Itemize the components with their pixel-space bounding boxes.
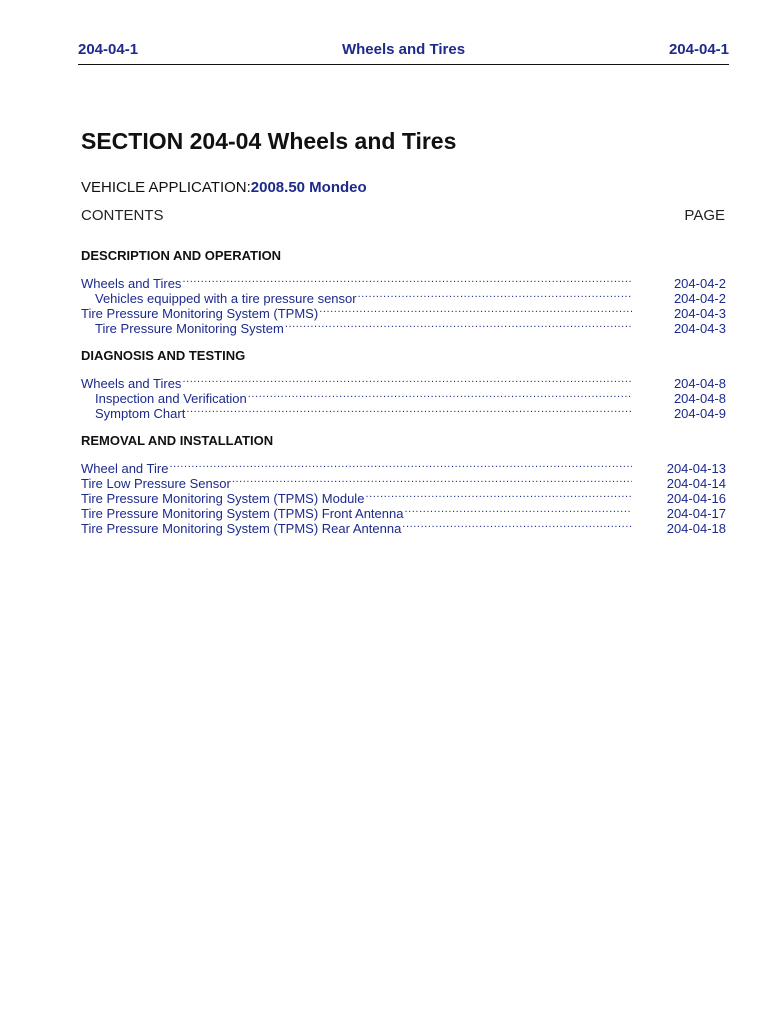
toc-entry-page: 204-04-2: [673, 276, 726, 291]
toc-entry[interactable]: [81, 403, 726, 421]
toc-entry-text: Inspection and Verification: [95, 391, 247, 406]
toc-entry[interactable]: [81, 488, 726, 506]
header-left-code: 204-04-1: [78, 41, 139, 58]
toc-entry[interactable]: [81, 318, 726, 336]
group-title-removal-installation: REMOVAL AND INSTALLATION: [81, 433, 274, 448]
toc-leader-dots: [285, 318, 632, 333]
toc-entry-page: 204-04-9: [673, 406, 726, 421]
header-title: Wheels and Tires: [341, 41, 466, 58]
toc-entry-page: 204-04-8: [673, 391, 726, 406]
toc-entry-text: Tire Pressure Monitoring System (TPMS): [81, 306, 319, 321]
toc-leader-dots: [365, 488, 632, 503]
page-header: [78, 41, 729, 65]
toc-entry-text: Tire Pressure Monitoring System (TPMS) Module: [81, 491, 365, 506]
vehicle-model: 2008.50 Mondeo: [250, 179, 367, 196]
toc-entry-text: Wheels and Tires: [81, 276, 182, 291]
toc-entry[interactable]: [81, 303, 726, 321]
toc-entry-text: Wheel and Tire: [81, 461, 169, 476]
vehicle-application: [81, 179, 367, 196]
vehicle-application-label: VEHICLE APPLICATION:: [81, 179, 251, 196]
toc-entry-page: 204-04-14: [666, 476, 726, 491]
toc-entry[interactable]: [81, 373, 726, 391]
toc-leader-dots: [404, 503, 632, 518]
toc-entry[interactable]: [81, 288, 726, 306]
toc-entry[interactable]: [81, 473, 726, 491]
section-title: SECTION 204-04 Wheels and Tires: [81, 128, 457, 154]
toc-leader-dots: [169, 458, 632, 473]
toc-leader-dots: [319, 303, 632, 318]
toc-leader-dots: [182, 273, 632, 288]
toc-entry-text: Vehicles equipped with a tire pressure sensor: [95, 291, 357, 306]
toc-entry[interactable]: [81, 503, 726, 521]
toc-entry-page: 204-04-8: [673, 376, 726, 391]
header-right-code: 204-04-1: [668, 41, 729, 58]
toc-entry-page: 204-04-16: [666, 491, 726, 506]
toc-leader-dots: [232, 473, 632, 488]
toc-entry-page: 204-04-13: [666, 461, 726, 476]
toc-entry-text: Wheels and Tires: [81, 376, 182, 391]
toc-entry-text: Tire Pressure Monitoring System (TPMS) Rear Antenna: [81, 521, 402, 536]
group-title-diagnosis-testing: DIAGNOSIS AND TESTING: [81, 348, 246, 363]
toc-leader-dots: [402, 518, 632, 533]
toc-entry-text: Symptom Chart: [95, 406, 186, 421]
toc-leader-dots: [186, 403, 632, 418]
toc-entry-page: 204-04-18: [666, 521, 726, 536]
toc-leader-dots: [358, 288, 632, 303]
contents-heading-row: [81, 207, 725, 224]
toc-leader-dots: [248, 388, 632, 403]
toc-leader-dots: [182, 373, 632, 388]
toc-entry[interactable]: [81, 518, 726, 536]
toc-entry-text: Tire Pressure Monitoring System (TPMS) Front Antenna: [81, 506, 404, 521]
toc-entry[interactable]: [81, 388, 726, 406]
toc-entry[interactable]: [81, 273, 726, 291]
contents-label: CONTENTS: [81, 207, 164, 224]
toc-entry[interactable]: [81, 458, 726, 476]
toc-entry-text: Tire Pressure Monitoring System: [95, 321, 284, 336]
page-column-label: PAGE: [684, 207, 725, 224]
toc-entry-page: 204-04-3: [673, 306, 726, 321]
toc-entry-page: 204-04-3: [673, 321, 726, 336]
toc-entry-page: 204-04-2: [673, 291, 726, 306]
group-title-description-operation: DESCRIPTION AND OPERATION: [81, 248, 282, 263]
toc-entry-text: Tire Low Pressure Sensor: [81, 476, 231, 491]
toc-entry-page: 204-04-17: [666, 506, 726, 521]
